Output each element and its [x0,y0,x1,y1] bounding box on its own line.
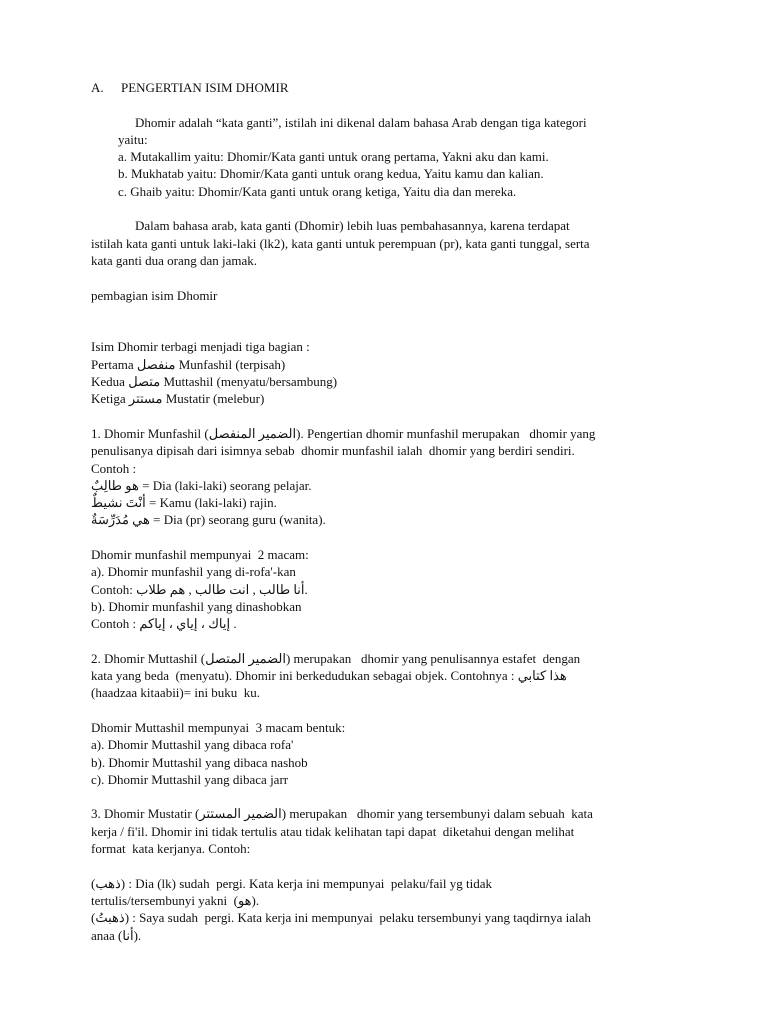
muttashil-macam-line: Dhomir Muttashil mempunyai 3 macam bentuk: [91,719,346,735]
mustatir-example: anaa (أنا). [91,927,142,943]
munfashil-line: Contoh : [91,460,137,476]
mustatir-line: 3. Dhomir Mustatir (الضمير المستتر) merupakan dhomir yang tersembunyi dalam sebuah kata [91,806,593,822]
muttashil-macam-line: c). Dhomir Muttashil yang dibaca jarr [91,771,289,787]
munfashil-line: 1. Dhomir Munfashil (الضمير المنفصل). Pengertian dhomir munfashil merupakan dhomir yang [91,425,596,441]
muttashil-line: (haadzaa kitaabii)= ini buku ku. [91,685,261,701]
document-body [91,79,691,944]
tiga-bagian-line: Ketiga مستتر Mustatir (melebur) [91,391,265,407]
muttashil-line: 2. Dhomir Muttashil (الضمير المتصل) merupakan dhomir yang penulisannya estafet dengan [91,650,581,666]
mustatir-example: (ذهب) : Dia (lk) sudah pergi. Kata kerja ini mempunyai pelaku/fail yg tidak [91,875,493,891]
munfashil-macam-line: b). Dhomir munfashil yang dinashobkan [91,598,302,614]
paragraph-line: kata ganti dua orang dan jamak. [91,252,258,268]
intro-line: Dhomir adalah “kata ganti”, istilah ini dikenal dalam bahasa Arab dengan tiga kategori [135,114,587,130]
pembagian-label: pembagian isim Dhomir [91,287,218,303]
munfashil-example: أنْتَ نشيطٌ = Kamu (laki-laki) rajin. [91,495,277,511]
tiga-bagian-line: Isim Dhomir terbagi menjadi tiga bagian : [91,339,310,355]
section-number: A. [91,80,104,95]
mustatir-example: (ذهبتُ) : Saya sudah pergi. Kata kerja ini mempunyai pelaku tersembunyi yang taqdirnya ialah [91,910,591,926]
mustatir-line: kerja / fi'il. Dhomir ini tidak tertulis atau tidak kelihatan tapi dapat diketahui dengan melihat [91,823,575,839]
munfashil-macam-line: Dhomir munfashil mempunyai 2 macam: [91,547,309,563]
mustatir-line: format kata kerjanya. Contoh: [91,841,251,857]
section-title: PENGERTIAN ISIM DHOMIR [121,80,289,95]
muttashil-line: kata yang beda (menyatu). Dhomir ini berkedudukan sebagai objek. Contohnya : هذا كتابي [91,668,567,684]
paragraph-line: Dalam bahasa arab, kata ganti (Dhomir) lebih luas pembahasannya, karena terdapat [135,218,570,234]
tiga-bagian-line: Pertama منفصل Munfashil (terpisah) [91,356,286,372]
munfashil-line: penulisanya dipisah dari isimnya sebab dhomir munfashil ialah dhomir yang berdiri sendiri. [91,443,575,459]
mustatir-example: tertulis/tersembunyi yakni (هو). [91,892,260,908]
section-heading [91,79,691,96]
munfashil-example: هو طالِبٌ = Dia (laki-laki) seorang pelajar. [91,477,312,493]
munfashil-macam-line: a). Dhomir munfashil yang di-rofa'-kan [91,564,296,580]
munfashil-example: هي مُدَرِّسَةٌ = Dia (pr) seorang guru (wanita). [91,512,326,528]
intro-line: a. Mutakallim yaitu: Dhomir/Kata ganti untuk orang pertama, Yakni aku dan kami. [118,149,549,165]
muttashil-macam-line: a). Dhomir Muttashil yang dibaca rofa' [91,737,294,753]
paragraph-line: istilah kata ganti untuk laki-laki (lk2), kata ganti untuk perempuan (pr), kata ganti tunggal, serta [91,235,590,251]
intro-line: b. Mukhatab yaitu: Dhomir/Kata ganti untuk orang kedua, Yaitu kamu dan kalian. [118,166,544,182]
tiga-bagian-line: Kedua متصل Muttashil (menyatu/bersambung) [91,374,338,390]
munfashil-macam-line: Contoh: أنا طالب , انت طالب , هم طلاب. [91,581,308,597]
muttashil-macam-line: b). Dhomir Muttashil yang dibaca nashob [91,754,308,770]
munfashil-macam-line: Contoh : إياك ، إياي ، إياكم . [91,616,237,632]
intro-line: yaitu: [118,131,148,147]
intro-line: c. Ghaib yaitu: Dhomir/Kata ganti untuk orang ketiga, Yaitu dia dan mereka. [118,183,517,199]
